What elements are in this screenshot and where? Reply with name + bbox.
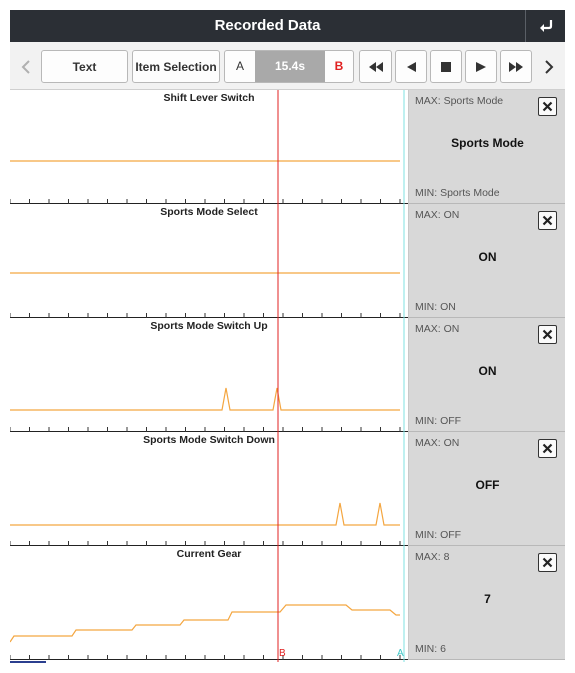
- signal-panel-sports-mode-select: [10, 204, 565, 318]
- signal-info: [408, 546, 565, 660]
- close-panel-button[interactable]: [538, 211, 557, 230]
- signal-title: Sports Mode Switch Up: [150, 320, 268, 332]
- signal-trace: [10, 318, 408, 432]
- play-icon: [475, 61, 487, 73]
- current-value: Sports Mode: [451, 136, 524, 150]
- page-title: Recorded Data: [214, 17, 321, 34]
- signal-info: [408, 318, 565, 432]
- min-value: MIN: OFF: [415, 415, 462, 427]
- signal-graph[interactable]: [10, 204, 408, 318]
- min-value: MIN: ON: [415, 301, 456, 313]
- current-value: ON: [478, 364, 497, 378]
- signal-title: Sports Mode Switch Down: [143, 434, 275, 446]
- chevron-right-icon: [544, 59, 554, 75]
- current-value: OFF: [475, 478, 500, 492]
- a-cursor-label: A: [397, 648, 404, 659]
- time-display: 15.4s: [255, 51, 325, 82]
- signal-info: [408, 204, 565, 318]
- max-value: MAX: 8: [415, 551, 450, 563]
- signal-panel-current-gear: [10, 546, 565, 660]
- stop-icon: [440, 61, 452, 73]
- close-panel-button[interactable]: [538, 97, 557, 116]
- min-value: MIN: 6: [415, 643, 446, 655]
- scroll-left-button[interactable]: [14, 50, 38, 83]
- close-panel-button[interactable]: [538, 325, 557, 344]
- toolbar: [10, 42, 565, 90]
- signal-trace: [10, 432, 408, 546]
- current-value: ON: [478, 250, 497, 264]
- fast-forward-button[interactable]: [500, 50, 532, 83]
- signal-graph[interactable]: [10, 318, 408, 432]
- min-value: MIN: OFF: [415, 529, 462, 541]
- max-value: MAX: Sports Mode: [415, 95, 504, 107]
- signal-panel-sports-mode-switch-up: [10, 318, 565, 432]
- item-selection-button[interactable]: Item Selection: [132, 50, 220, 83]
- scroll-indicator: [10, 661, 46, 663]
- rewind-button[interactable]: [359, 50, 392, 83]
- signal-graph[interactable]: [10, 432, 408, 546]
- close-icon: [542, 557, 553, 568]
- text-button[interactable]: Text: [41, 50, 128, 83]
- signal-title: Sports Mode Select: [160, 206, 258, 218]
- signal-title: Current Gear: [176, 548, 242, 560]
- signal-trace: [10, 90, 408, 204]
- signal-panel-shift-lever-switch: [10, 90, 565, 204]
- signal-panel-sports-mode-switch-down: [10, 432, 565, 546]
- close-panel-button[interactable]: [538, 553, 557, 572]
- max-value: MAX: ON: [415, 323, 460, 335]
- step-back-icon: [405, 61, 417, 73]
- ab-range-control: [224, 50, 354, 83]
- b-cursor-label: B: [279, 648, 286, 659]
- fast-forward-icon: [508, 61, 524, 73]
- signal-trace: [10, 204, 408, 318]
- signal-info: [408, 90, 565, 204]
- close-icon: [542, 101, 553, 112]
- return-button[interactable]: [525, 10, 565, 42]
- current-value: 7: [484, 592, 491, 606]
- max-value: MAX: ON: [415, 437, 460, 449]
- signal-info: [408, 432, 565, 546]
- b-marker-button[interactable]: B: [334, 59, 344, 73]
- step-back-button[interactable]: [395, 50, 427, 83]
- close-icon: [542, 329, 553, 340]
- close-icon: [542, 215, 553, 226]
- close-panel-button[interactable]: [538, 439, 557, 458]
- play-button[interactable]: [465, 50, 497, 83]
- signal-trace: [10, 546, 408, 660]
- rewind-icon: [368, 61, 384, 73]
- signal-graph[interactable]: [10, 90, 408, 204]
- max-value: MAX: ON: [415, 209, 460, 221]
- close-icon: [542, 443, 553, 454]
- signal-graph[interactable]: [10, 546, 408, 660]
- return-icon: [537, 18, 555, 34]
- min-value: MIN: Sports Mode: [415, 187, 500, 199]
- signal-title: Shift Lever Switch: [163, 92, 255, 104]
- scroll-right-button[interactable]: [537, 50, 561, 83]
- a-marker-button[interactable]: A: [235, 59, 244, 73]
- chevron-left-icon: [21, 59, 31, 75]
- title-bar: [10, 10, 565, 42]
- stop-button[interactable]: [430, 50, 462, 83]
